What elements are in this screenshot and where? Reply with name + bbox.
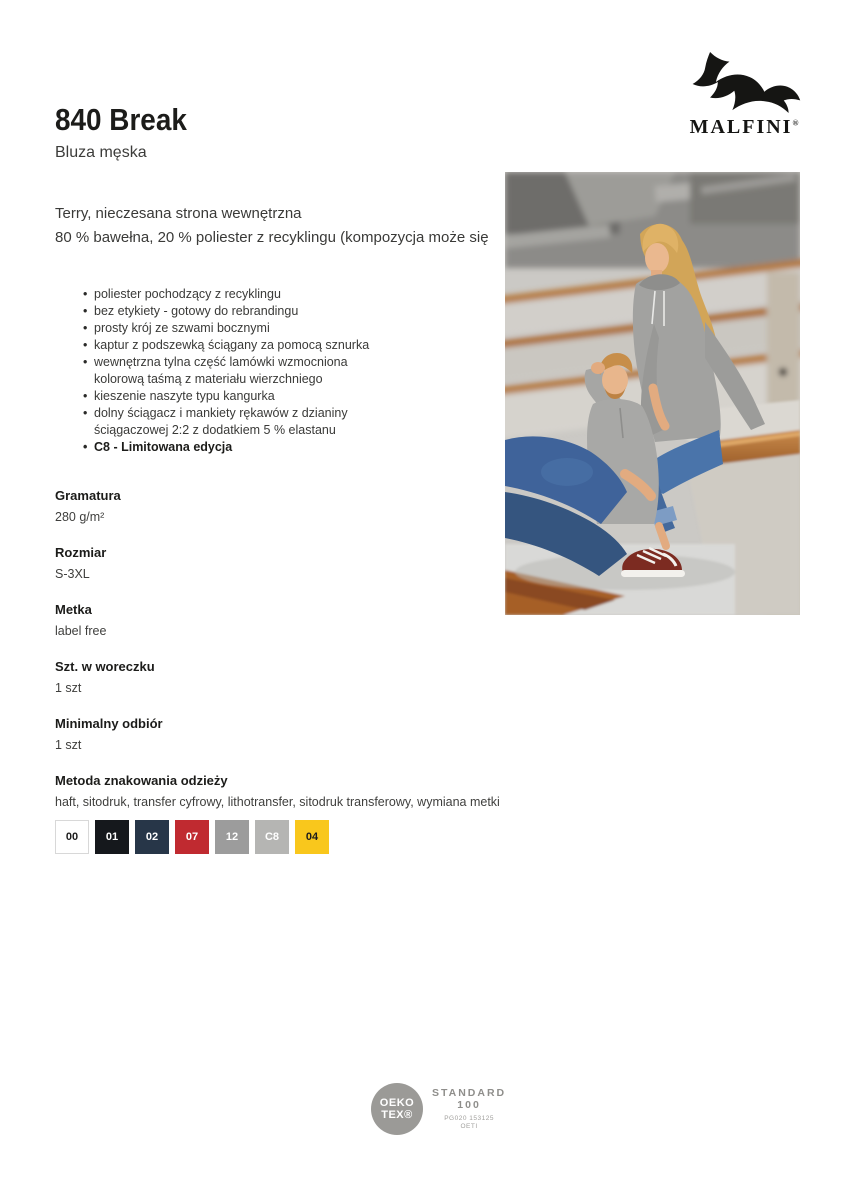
color-code: 04 [305, 831, 319, 843]
feature-list [83, 286, 375, 456]
product-description [55, 202, 535, 250]
spec-szt-w-woreczku [55, 659, 795, 695]
color-swatch-04 [295, 820, 329, 854]
feature-item: • poliester pochodzący z recyklingu [83, 286, 375, 303]
description-line: Terry, nieczesana strona wewnętrzna [55, 205, 302, 222]
spec-value: 1 szt [55, 681, 82, 695]
feature-item: • wewnętrzna tylna część lamówki wzmocniona kolorową taśmą z materiału wierzchniego [83, 354, 375, 388]
color-swatch-00 [55, 820, 89, 854]
feature-item: • dolny ściągacz i mankiety rękawów z dzianiny ściągaczowej 2:2 z dodatkiem 5 % elastanu [83, 405, 375, 439]
color-code: 12 [225, 831, 239, 843]
certification-footer [371, 1083, 506, 1135]
spec-label: Szt. w woreczku [55, 659, 155, 674]
feature-item: • kieszenie naszyte typu kangurka [83, 388, 375, 405]
certification-details [432, 1083, 506, 1131]
spec-value: haft, sitodruk, transfer cyfrowy, lithotransfer, sitodruk transferowy, wymiana metki [55, 795, 500, 809]
spec-label: Gramatura [55, 488, 121, 503]
feature-item: • prosty krój ze szwami bocznymi [83, 320, 375, 337]
color-swatch-12 [215, 820, 249, 854]
spec-minimalny-odbior [55, 716, 795, 752]
page-title: 840 Break [55, 102, 187, 137]
spec-value: 1 szt [55, 738, 82, 752]
tex-text: TEX® [381, 1109, 413, 1121]
standard-label: STANDARD [432, 1087, 507, 1099]
feature-item: • kaptur z podszewką ściągany za pomocą sznurka [83, 337, 375, 354]
product-photo [505, 172, 800, 615]
description-line: 80 % bawełna, 20 % poliester z recyklingu (kompozycja może się [55, 229, 489, 246]
color-code: 00 [65, 831, 79, 843]
brand-logo [682, 50, 806, 139]
product-category: Bluza męska [55, 143, 147, 161]
registered-mark: ® [792, 118, 799, 128]
color-swatch-07 [175, 820, 209, 854]
spec-value: label free [55, 624, 107, 638]
oeko-text: OEKO [379, 1097, 415, 1109]
spec-label: Rozmiar [55, 545, 107, 560]
feature-item: • bez etykiety - gotowy do rebrandingu [83, 303, 375, 320]
spec-metoda-znakowania [55, 773, 795, 809]
product-header [55, 104, 202, 162]
spec-value: 280 g/m² [55, 510, 105, 524]
color-swatch-01 [95, 820, 129, 854]
color-swatch-02 [135, 820, 169, 854]
standard-number: 100 [457, 1099, 481, 1111]
color-code: 02 [145, 831, 159, 843]
spec-value: S-3XL [55, 567, 90, 581]
oeko-tex-icon [371, 1083, 423, 1135]
color-code: 01 [105, 831, 119, 843]
certificate-number: PG020 153125 [444, 1115, 494, 1122]
spec-label: Metka [55, 602, 92, 617]
color-code: C8 [264, 831, 280, 843]
certificate-institute: OETI [460, 1123, 478, 1130]
color-code: 07 [185, 831, 199, 843]
spec-label: Minimalny odbiór [55, 716, 163, 731]
spec-label: Metoda znakowania odzieży [55, 773, 228, 788]
brand-name: MALFINI® [689, 116, 799, 138]
falcon-bird-icon [682, 50, 806, 114]
feature-item-limited-edition: • C8 - Limitowana edycja [83, 439, 375, 456]
color-variant-row [55, 820, 329, 854]
color-swatch-C8 [255, 820, 289, 854]
